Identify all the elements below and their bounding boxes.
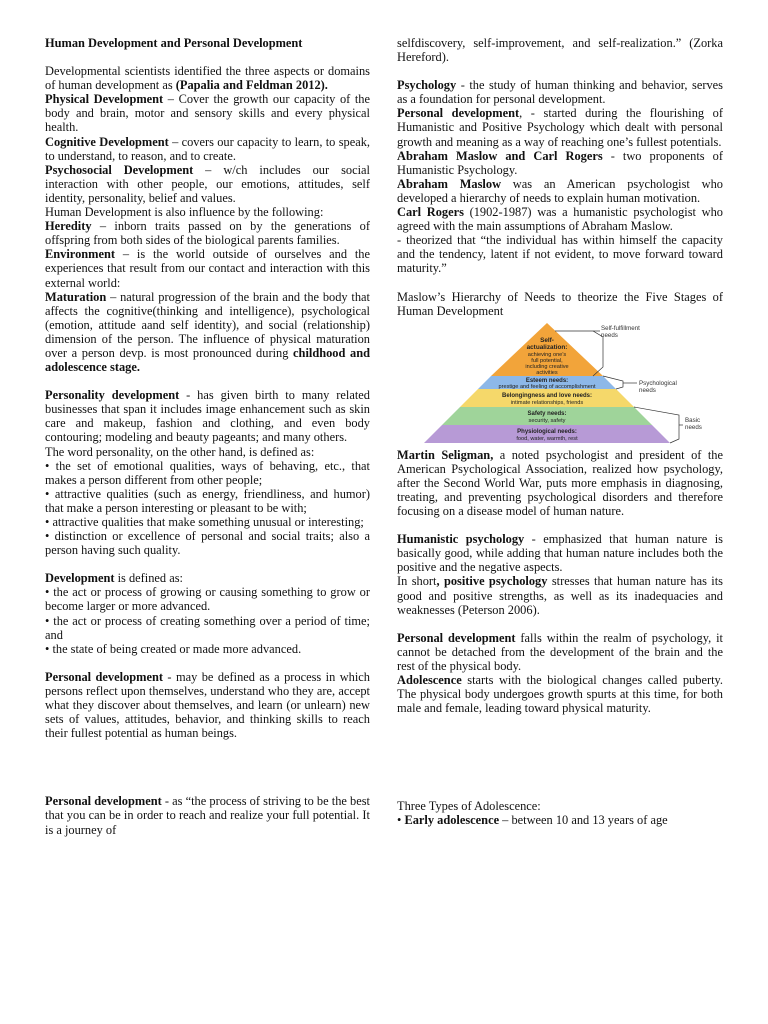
personal-development-definition-paragraph: Personal development - may be defined as a process in which persons reflect upon themselves, understand who they are, accept what they discover about themselves, and learn (or unlearn) new sets of values, attitudes, behavior, and thinking skills to reach their fullest potential as human beings. xyxy=(45,669,370,741)
basic-label: Basic xyxy=(685,416,701,424)
personality-definition-intro: The word personality, on the other hand, is defined as: xyxy=(45,444,315,459)
hereford-quote-continuation: selfdiscovery, self-improvement, and self-realization.” (Zorka Hereford). xyxy=(397,36,723,65)
self-actualization-sub-3: including creative xyxy=(525,363,569,370)
environment-paragraph: Environment – is the world outside of ourselves and the experiences that result from our contact and interaction with this external world: xyxy=(45,247,370,290)
self-actualization-sub: achieving one’s xyxy=(527,351,567,358)
psychosocial-development-paragraph: Psychosocial Development – w/ch includes our social interaction with other people, our emotions, attitudes, self identity, personality, belief and values. xyxy=(45,162,370,205)
physiological-title: Physiological needs: xyxy=(517,428,577,435)
maslow-rogers-paragraph: Abraham Maslow and Carl Rogers - two proponents of Humanistic Psychology. xyxy=(397,148,723,177)
early-adolescence-bullet: • Early adolescence – between 10 and 13 years of age xyxy=(397,813,723,827)
personality-bullet: • attractive qualities that make something unusual or interesting; xyxy=(45,515,370,529)
self-fulfillment-label: Self-fulfillment xyxy=(601,324,640,332)
personal-development-psychology-paragraph: Personal development falls within the realm of psychology, it cannot be detached from the development of the brain and the rest of the physical body. xyxy=(397,630,723,673)
psychology-paragraph: Psychology - the study of human thinking and behavior, serves as a foundation for personal development. xyxy=(397,78,723,107)
heredity-paragraph: Heredity – inborn traits passed on by the generations of offspring from both sides of the biological parents families. xyxy=(45,219,370,248)
seligman-paragraph: Martin Seligman, a noted psychologist and president of the American Psychological Association, realized how psychology, after the Second World War, puts more emphasis in diagnosing, treating, and preventing psychological disorders and therefore focusing on a disease model of human nature. xyxy=(397,447,723,519)
cognitive-development-paragraph: Cognitive Development – covers our capacity to learn, to speak, to understand, to reason, and to create. xyxy=(45,134,370,163)
personality-bullet: • the set of emotional qualities, ways of behaving, etc., that makes a person different from other people; xyxy=(45,459,370,487)
adolescence-paragraph: Adolescence starts with the biological changes called puberty. The physical body undergoes growth spurts at this time, for both male and female, leading toward physical maturity. xyxy=(397,673,723,716)
domains-paragraph: Developmental scientists identified the three aspects or domains of human development as (Papalia and Feldman 2012). xyxy=(45,64,370,93)
rogers-quote: - theorized that “the individual has within himself the capacity and the tendency, latent if not evident, to move forward toward maturity.” xyxy=(397,233,723,276)
right-column xyxy=(397,36,723,827)
left-column xyxy=(45,36,370,837)
esteem-title: Esteem needs: xyxy=(525,377,569,384)
humanistic-psychology-paragraph: Humanistic psychology - emphasized that human nature is basically good, while adding that human nature includes both the positive and the negative aspects. xyxy=(397,532,723,575)
self-actualization-title-2: actualization: xyxy=(526,343,568,351)
self-actualization-title: Self- xyxy=(540,336,554,344)
safety-title: Safety needs: xyxy=(527,410,567,417)
self-actualization-sub-2: full potential, xyxy=(531,357,563,364)
maslow-pyramid-figure xyxy=(397,321,723,445)
development-definition-intro: Development is defined as: xyxy=(45,571,183,586)
esteem-sub: prestige and feeling of accomplishment xyxy=(498,383,596,390)
positive-psychology-paragraph: In short, positive psychology stresses that human nature has its good and positive strengths, as well as its inadequacies and weaknesses (Peterson 2006). xyxy=(397,574,723,617)
rogers-paragraph: Carl Rogers (1902-1987) was a humanistic psychologist who agreed with the main assumptions of Abraham Maslow. xyxy=(397,205,724,234)
belongingness-sub: intimate relationships, friends xyxy=(510,399,584,406)
development-bullet: • the act or process of growing or causing something to grow or become larger or more advanced. xyxy=(45,585,370,613)
physiological-sub: food, water, warmth, rest xyxy=(516,435,578,442)
basic-label-2: needs xyxy=(685,423,702,431)
personality-bullet: • attractive qualities (such as energy, friendliness, and humor) that make a person interesting or pleasant to be with; xyxy=(45,487,370,515)
three-types-heading: Three Types of Adolescence: xyxy=(397,799,541,814)
psychological-label: Psychological xyxy=(639,379,677,387)
maturation-paragraph: Maturation – natural progression of the brain and the body that affects the cognitive(thinking and intelligence), psychological (emotion, attitude aand self identity), and social (relationship) dimension of the person. The influence of physical maturation over a person devp. is most pronounced during childhood and adolescence stage. xyxy=(45,289,371,375)
maslow-paragraph: Abraham Maslow was an American psychologist who developed a hierarchy of needs to explain human motivation. xyxy=(397,176,723,205)
development-bullet: • the state of being created or made more advanced. xyxy=(45,642,370,656)
self-fulfillment-label-2: needs xyxy=(601,331,618,339)
physical-development-paragraph: Physical Development – Cover the growth our capacity of the body and brain, motor and sensory skills and every physical health. xyxy=(45,92,371,135)
psychological-label-2: needs xyxy=(639,386,656,394)
safety-sub: security, safety xyxy=(528,417,566,424)
maslow-pyramid-svg xyxy=(397,321,723,445)
personal-development-history-paragraph: Personal development, - started during the flourishing of Humanistic and Positive Psychology which dealt with personal growth and meaning as a way of reaching one’s fullest potentials. xyxy=(397,106,723,149)
belongingness-title: Belongingness and love needs: xyxy=(501,392,593,399)
maslow-hierarchy-intro: Maslow’s Hierarchy of Needs to theorize the Five Stages of Human Development xyxy=(397,289,723,318)
document-title: Human Development and Personal Development xyxy=(45,36,303,50)
personal-development-striving-paragraph: Personal development - as “the process of striving to be the best that you can be in order to reach and realize your full potential. It is a journey of xyxy=(45,794,370,837)
personality-bullet: • distinction or excellence of personal and social traits; also a person having such quality. xyxy=(45,529,370,557)
self-actualization-sub-4: activities xyxy=(536,369,558,376)
influence-paragraph: Human Development is also influence by the following: xyxy=(45,205,324,220)
development-bullet: • the act or process of creating something over a period of time; and xyxy=(45,614,370,642)
personality-development-paragraph: Personality development - has given birth to many related businesses that span it includes image enhancement such as skin care and makeup, fashion and clothing, and even body contouring; modeling and beauty pageants; and many others. xyxy=(45,388,370,445)
